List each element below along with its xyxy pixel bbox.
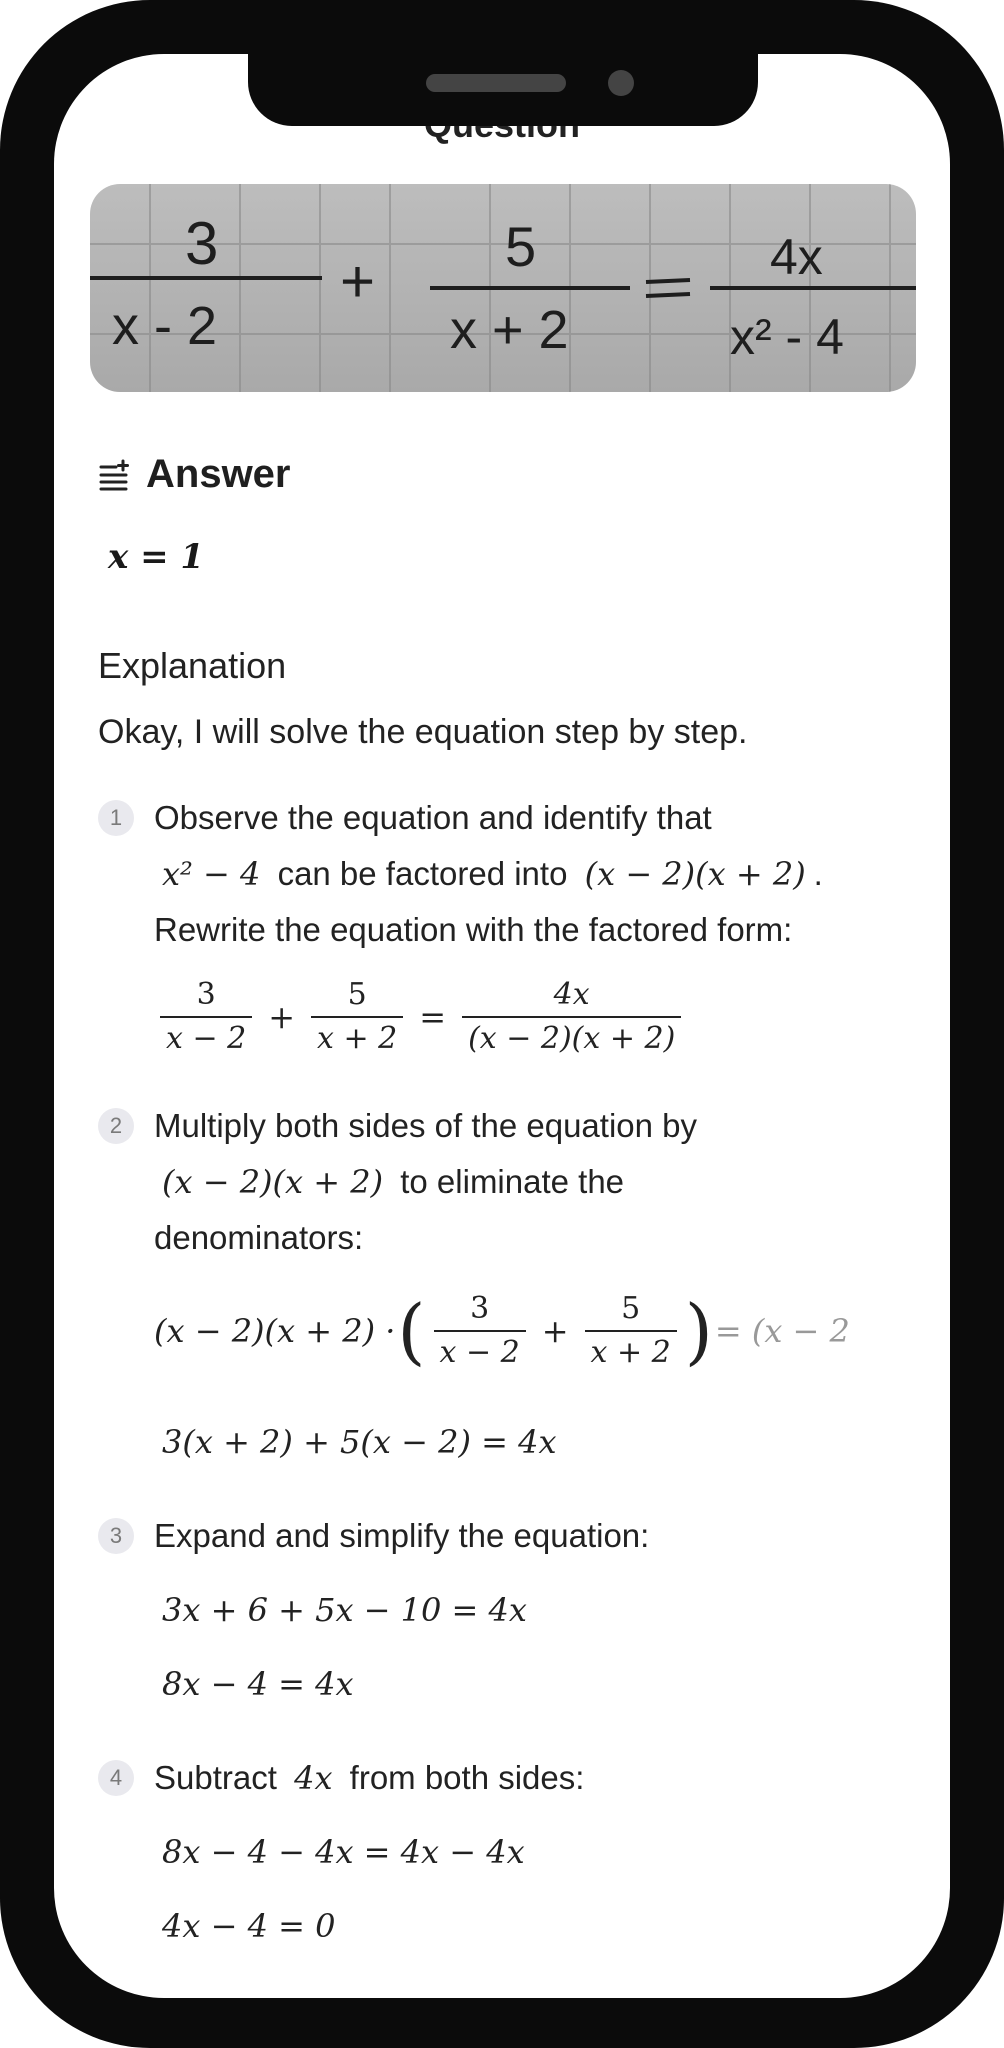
answer-heading: Answer <box>146 452 291 496</box>
step-1-math-b: (x − 2)(x + 2) <box>584 855 806 893</box>
step-2 <box>98 1098 908 1470</box>
explanation-heading: Explanation <box>98 645 287 686</box>
step-2-line-1: 3(x + 2) + 5(x − 2) = 4x <box>162 1423 557 1461</box>
step-1-text: Observe the equation and identify that x² − 4 can be factored into (x − 2)(x + 2) . Rewrite the equation with the factored form: <box>154 799 823 948</box>
step-number-badge: 1 <box>98 800 134 836</box>
step-4-math-a: 4x <box>294 1759 333 1797</box>
screen[interactable] <box>54 54 950 1998</box>
step-4 <box>98 1750 908 1954</box>
step-3-line-1: 3x + 6 + 5x − 10 = 4x <box>162 1591 527 1629</box>
sparkle-list-icon <box>98 458 132 492</box>
explanation-intro: Okay, I will solve the equation step by step. <box>98 713 748 751</box>
step-3-line-2: 8x − 4 = 4x <box>162 1665 354 1703</box>
step-4-line-2: 4x − 4 = 0 <box>162 1907 336 1945</box>
photo-plus: + <box>340 248 376 315</box>
step-3 <box>98 1508 908 1712</box>
answer-value: x = 1 <box>108 537 205 577</box>
phone-notch <box>248 54 758 126</box>
question-photo[interactable] <box>90 184 916 392</box>
photo-frac3-den: x² - 4 <box>730 309 844 365</box>
photo-frac2-num: 5 <box>505 215 537 278</box>
answer-header <box>98 452 908 497</box>
step-number-badge: 3 <box>98 1518 134 1554</box>
photo-frac3-num: 4x <box>770 229 823 285</box>
step-3-text: Expand and simplify the equation: <box>154 1517 650 1554</box>
photo-frac1-den: x - 2 <box>112 296 218 356</box>
front-camera <box>608 70 634 96</box>
step-1-math-a: x² − 4 <box>162 855 261 893</box>
step-4-text: Subtract 4x from both sides: <box>154 1759 585 1797</box>
photo-frac2-den: x + 2 <box>450 300 569 360</box>
step-1-equation: $\frac{3}{x - 2}$ + $\frac{5}{x + 2}$ = $\frac{4x}{(x - 2)(x + 2)}$ <box>154 974 908 1060</box>
step-4-line-1: 8x − 4 − 4x = 4x − 4x <box>162 1833 525 1871</box>
step-number-badge: 4 <box>98 1760 134 1796</box>
step-number-badge: 2 <box>98 1108 134 1144</box>
step-2-text: Multiply both sides of the equation by (x − 2)(x + 2) to eliminate the denominators: <box>154 1107 698 1256</box>
step-2-equation: (x − 2)(x + 2) · ( $\frac{3}{x - 2}$ + $\frac{5}{x + 2}$ ) = (x − 2 <box>154 1289 850 1373</box>
solution-content[interactable] <box>98 452 908 1962</box>
step-1 <box>98 790 908 1060</box>
photo-frac1-num: 3 <box>185 210 219 277</box>
handwritten-equation <box>90 184 916 392</box>
speaker-grille <box>426 74 566 92</box>
step-2-math-a: (x − 2)(x + 2) <box>162 1163 384 1201</box>
